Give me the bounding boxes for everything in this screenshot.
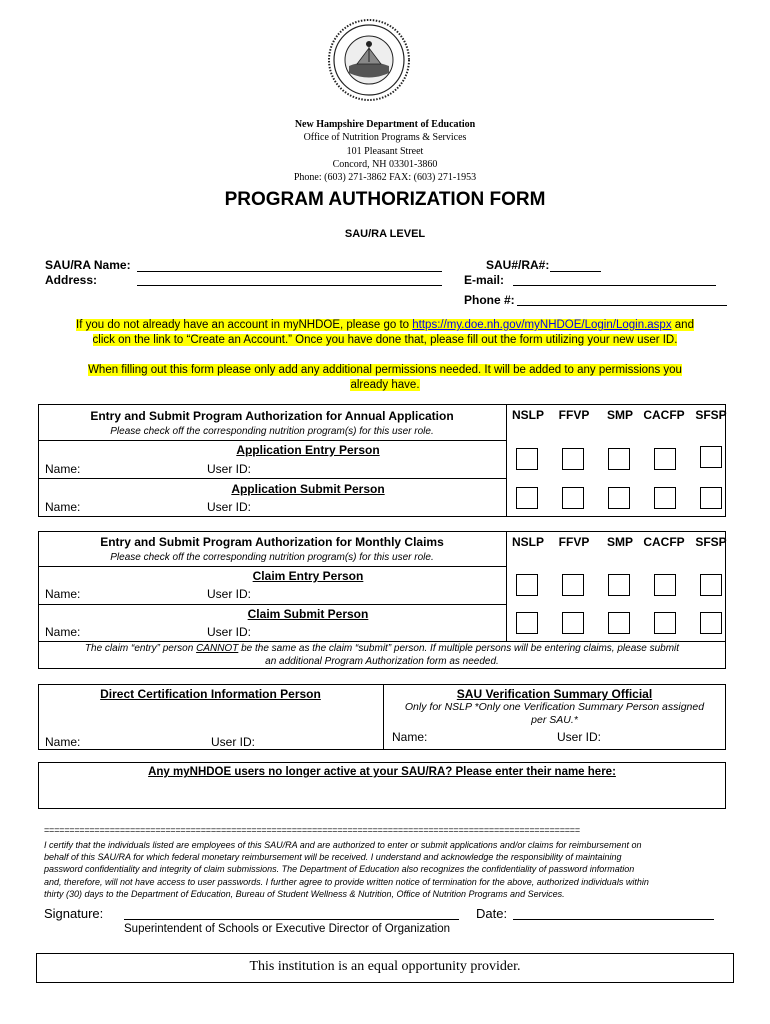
claim-note-cannot: CANNOT bbox=[196, 643, 239, 654]
date-field[interactable] bbox=[513, 905, 714, 920]
annual-col-ffvp: FFVP bbox=[558, 408, 590, 422]
claim-entry-sfsp-checkbox[interactable] bbox=[700, 574, 722, 596]
monthly-col-ffvp: FFVP bbox=[558, 535, 590, 549]
certification-line-2: behalf of this SAU/RA for which federal monetary reimbursement will be received. I understand and acknowledge the responsibility of maintaining bbox=[44, 852, 622, 863]
state-seal bbox=[327, 18, 411, 102]
email-label: E-mail: bbox=[464, 273, 505, 287]
monthly-col-sfsp: SFSP bbox=[695, 535, 727, 549]
office-name: Office of Nutrition Programs & Services bbox=[303, 132, 467, 144]
claim-submit-cacfp-checkbox[interactable] bbox=[654, 612, 676, 634]
annual-col-smp: SMP bbox=[606, 408, 633, 422]
signature-label: Signature: bbox=[44, 906, 104, 921]
claim-entry-userid-label: User ID: bbox=[207, 587, 252, 601]
monthly-heading: Entry and Submit Program Authorization for Monthly Claims bbox=[100, 535, 444, 549]
application-entry-ffvp-checkbox[interactable] bbox=[562, 448, 584, 470]
claim-note-2: an additional Program Authorization form as needed. bbox=[265, 655, 499, 667]
sau-name-field[interactable] bbox=[137, 258, 442, 272]
direct-cert-name-label: Name: bbox=[45, 735, 81, 749]
annual-heading: Entry and Submit Program Authorization for Annual Application bbox=[90, 409, 454, 423]
claim-submit-nslp-checkbox[interactable] bbox=[516, 612, 538, 634]
notice-text-1b: and bbox=[671, 319, 694, 331]
annual-col-nslp: NSLP bbox=[511, 408, 544, 422]
claim-submit-smp-checkbox[interactable] bbox=[608, 612, 630, 634]
claim-entry-nslp-checkbox[interactable] bbox=[516, 574, 538, 596]
verification-title: SAU Verification Summary Official bbox=[456, 687, 653, 701]
address-field[interactable] bbox=[137, 272, 442, 286]
claim-note-1b: be the same as the claim “submit” person. If multiple persons will be entering claims, please submit bbox=[238, 643, 680, 654]
myNHDOE-login-link[interactable]: https://my.doe.nh.gov/myNHDOE/Login/Login.aspx bbox=[412, 319, 672, 331]
separator-line: ========================================================================================================== bbox=[44, 825, 580, 835]
notice-text-1: If you do not already have an account in myNHDOE, please go to bbox=[76, 319, 413, 331]
form-title: PROGRAM AUTHORIZATION FORM bbox=[224, 189, 546, 210]
certification-line-4: and, therefore, will not have access to user passwords. I further agree to provide written notice of termination for the above, authorized individuals within bbox=[44, 876, 649, 887]
form-level: SAU/RA LEVEL bbox=[344, 228, 426, 240]
application-entry-userid-label: User ID: bbox=[207, 462, 252, 476]
application-entry-cacfp-checkbox[interactable] bbox=[654, 448, 676, 470]
direct-cert-userid-label: User ID: bbox=[211, 735, 256, 749]
application-entry-sfsp-checkbox[interactable] bbox=[700, 446, 722, 468]
equal-opportunity-statement: This institution is an equal opportunity provider. bbox=[249, 959, 521, 974]
certification-line-5: thirty (30) days to the Department of Education, Bureau of Student Wellness & Nutrition, Office of Nutrition Programs and Services. bbox=[44, 888, 565, 899]
annual-instruction: Please check off the corresponding nutrition program(s) for this user role. bbox=[110, 426, 434, 437]
monthly-col-smp: SMP bbox=[606, 535, 633, 549]
date-label: Date: bbox=[476, 906, 508, 921]
annual-col-cacfp: CACFP bbox=[643, 408, 685, 422]
notice-text-2: click on the link to “Create an Account.” Once you have done that, please fill out the form utilizing your new user ID. bbox=[92, 334, 678, 346]
dept-name: New Hampshire Department of Education bbox=[294, 119, 476, 130]
phone-label: Phone #: bbox=[464, 293, 515, 307]
application-submit-ffvp-checkbox[interactable] bbox=[562, 487, 584, 509]
certification-line-3: password confidentiality and integrity of claim submissions. The Department of Education also recognizes the confidentiality of password information bbox=[44, 864, 635, 875]
phone-field[interactable] bbox=[517, 292, 727, 306]
direct-cert-title: Direct Certification Information Person bbox=[100, 687, 321, 701]
application-submit-userid-label: User ID: bbox=[207, 500, 252, 514]
application-submit-name-label: Name: bbox=[45, 500, 81, 514]
verification-userid-label: User ID: bbox=[557, 730, 602, 744]
application-submit-cacfp-checkbox[interactable] bbox=[654, 487, 676, 509]
city-address: Concord, NH 03301-3860 bbox=[332, 158, 438, 170]
verification-name-label: Name: bbox=[392, 730, 428, 744]
application-submit-smp-checkbox[interactable] bbox=[608, 487, 630, 509]
application-entry-nslp-checkbox[interactable] bbox=[516, 448, 538, 470]
sau-num-field[interactable] bbox=[550, 258, 601, 272]
application-entry-name-label: Name: bbox=[45, 462, 81, 476]
claim-entry-smp-checkbox[interactable] bbox=[608, 574, 630, 596]
verification-note-1: Only for NSLP *Only one Verification Summary Person assigned bbox=[404, 701, 705, 713]
inactive-users-question: Any myNHDOE users no longer active at your SAU/RA? Please enter their name here: bbox=[148, 766, 616, 778]
claim-submit-sfsp-checkbox[interactable] bbox=[700, 612, 722, 634]
notice-text-3: When filling out this form please only add any additional permissions needed. It will be added to any permissions you bbox=[88, 364, 682, 376]
email-field[interactable] bbox=[513, 272, 716, 286]
claim-entry-ffvp-checkbox[interactable] bbox=[562, 574, 584, 596]
phone-fax: Phone: (603) 271-3862 FAX: (603) 271-1953 bbox=[293, 172, 477, 184]
application-submit-nslp-checkbox[interactable] bbox=[516, 487, 538, 509]
signature-field[interactable] bbox=[124, 905, 459, 920]
application-submit-sfsp-checkbox[interactable] bbox=[700, 487, 722, 509]
annual-col-sfsp: SFSP bbox=[695, 408, 727, 422]
sau-num-label: SAU#/RA#: bbox=[486, 258, 550, 272]
verification-note-2: per SAU.* bbox=[531, 714, 578, 726]
claim-submit-ffvp-checkbox[interactable] bbox=[562, 612, 584, 634]
application-entry-title: Application Entry Person bbox=[236, 443, 380, 457]
application-submit-title: Application Submit Person bbox=[231, 482, 385, 496]
notice-text-4: already have. bbox=[350, 379, 420, 391]
claim-entry-name-label: Name: bbox=[45, 587, 81, 601]
signature-caption: Superintendent of Schools or Executive Director of Organization bbox=[124, 923, 451, 935]
monthly-instruction: Please check off the corresponding nutrition program(s) for this user role. bbox=[110, 552, 434, 563]
claim-note-1: The claim “entry” person bbox=[84, 643, 197, 654]
certification-line-1: I certify that the individuals listed are employees of this SAU/RA and are authorized to enter or submit applications and/or claims for reimbursement on bbox=[44, 840, 642, 850]
sau-name-label: SAU/RA Name: bbox=[45, 258, 131, 272]
claim-submit-title: Claim Submit Person bbox=[247, 607, 369, 621]
application-entry-smp-checkbox[interactable] bbox=[608, 448, 630, 470]
claim-entry-title: Claim Entry Person bbox=[252, 569, 364, 583]
street-address: 101 Pleasant Street bbox=[346, 145, 424, 157]
address-label: Address: bbox=[45, 273, 98, 287]
claim-submit-userid-label: User ID: bbox=[207, 625, 252, 639]
monthly-col-cacfp: CACFP bbox=[643, 535, 685, 549]
claim-submit-name-label: Name: bbox=[45, 625, 81, 639]
claim-entry-cacfp-checkbox[interactable] bbox=[654, 574, 676, 596]
monthly-col-nslp: NSLP bbox=[511, 535, 544, 549]
